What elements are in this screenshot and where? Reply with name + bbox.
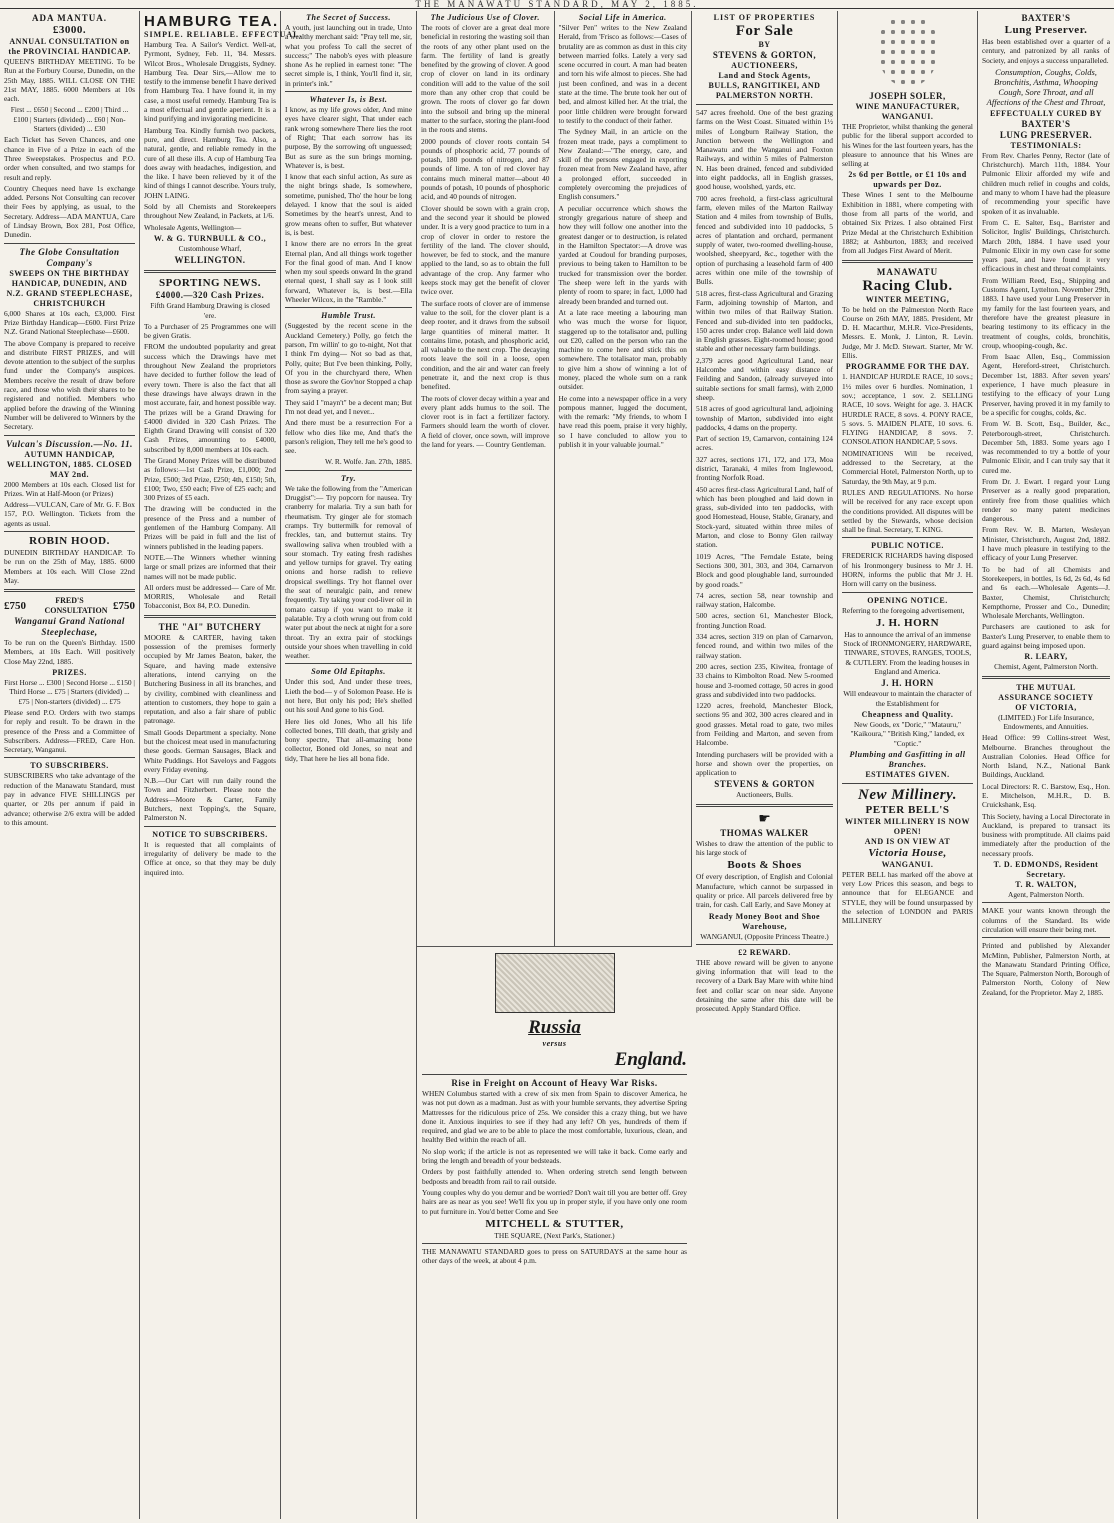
grapes-engraving-image [878,17,938,87]
property-5: 518 acres of good agricultural land, adjoining township of Marton, subdivided into eight paddocks, 4 dams on the property. [696,404,833,432]
social-life-text-4: At a late race meeting a labouring man who was much the worse for liquor, staggered up to the totalisator and, pulling out £20, called on the person who ran the machine to come here and stick this on somewhere. The totalisator man, probably to give him a show of winning a lot of money, placed the whole sum on a rank outsider. [558,307,687,392]
vulcan-text-1: 2000 Members at 10s each. Closed list for Prizes. Win at Half-Moon (or Prizes) [4,479,135,498]
press-day-notice: THE MANAWATU STANDARD goes to press on SATURDAYS at the same hour as other days of the week, at about 4 p.m. [422,1247,687,1266]
humble-trust-stanza-3: And there must be a resurrection For a fellow who dies like me, And that's the parson's religion, They tell me he's good to see. [285,418,412,456]
vulcan-subtitle: AUTUMN HANDICAP, WELLINGTON, 1885. CLOSED MAY 2nd. [6,449,133,479]
globe-consultation-title: The Globe Consultation Company's [19,246,120,268]
peter-bell-name: PETER BELL'S [865,803,950,816]
globe-consultation-subtitle: SWEEPS ON THE BIRTHDAY HANDICAP, DUNEDIN, AND N.Z. GRAND STEEPLECHASE, CHRISTCHURCH [6,268,133,308]
ai-butchery-text-1: MOORE & CARTER, having taken possession of the premises formerly occupied by Mr James Beaton, baker, the Square, and having made extensive alterations, intend carrying on the Butchering Business in all its branches, and by civility, combined with cleanliness and attention to customers, they hope to gain a reputation, and also a fair share of public patronage. [144,632,276,726]
property-2: 700 acres freehold, a first-class agricultural farm, eleven miles of the Marton Railway Station and 4 miles from township of Bulls, fenced and subdivided into 10 paddocks, 5 acres of plantation and orchard, permanent supply of water, two-roomed dwelling-house, woolshed, sheepyard, &c., together with the option of purchasing a leasehold farm of 400 acres within one mile of the township of Bulls. [696,193,833,287]
war-risks-text-2: No slop work; if the article is not as represented we will take it back. Come early and bring the length and breadth of your bedsteads. [422,1146,687,1166]
jh-horn-name-1: J. H. HORN [875,616,940,629]
clover-text-5: The roots of clover decay within a year and every plant adds humus to the soil. The clover root is in fact a fertilizer factory. Farmers should learn the worth of clover. A field of clover, once sown, will improve the land for years. — Country Gentleman. [421,393,550,450]
testimonial-5: From W. B. Scott, Esq., Builder, &c., Peterborough-street, Christchurch. December 5th, 1883. Some years ago I was recommended to try a bottle of your Pulmonic Elixir, and I can truly say that it cured me. [982,419,1110,475]
mutual-title: THE MUTUAL [1016,682,1076,692]
social-life-title: Social Life in America. [578,13,667,22]
to-subscribers-title: TO SUBSCRIBERS. [30,761,109,771]
ada-mantua-prizes: First ... £650 | Second ... £200 | Third ... £100 | Starters (divided) ... £60 | Non-Starters (divided) ... £30 [10,105,129,134]
peter-bell-text: PETER BELL has marked off the above at very Low Prices this season, and begs to announce that for ELEGANCE and STYLE, they will be found unsurpassed by the selection of LONDON and PARIS MILLINERY [842,869,973,926]
clover-title: The Judicious Use of Clover. [430,13,540,22]
public-notice-text: FREDERICK RICHARDS having disposed of his Ironmongery business to Mr J. H. HORN, informs the public that Mr J. H. Horn will carry on the business. [842,551,973,589]
whatever-is-best-title: Whatever Is, is Best. [309,95,388,105]
cheapness-quality: Cheapness and Quality. [861,709,954,719]
stevens-gorton-title: STEVENS & GORTON, [712,50,817,60]
war-risks-headline: Rise in Freight on Account of Heavy War Risks. [451,1078,658,1088]
joseph-soler-text-2: These Wines I sent to the Melbourne Exhibition in 1881, where competing with those from all parts of the world, and obtained Six Prizes. I also obtained First Prize Medal at the Christchurch Exhibition 1882; at Ashburton, 1883; and received from all Judges First Award of Merit. [842,190,973,256]
robin-hood-title: ROBIN HOOD. [29,534,110,547]
fred-amount-right: £750 [113,599,135,612]
england-title: England. [614,1049,687,1070]
properties-title: LIST OF PROPERTIES [713,13,816,22]
column-6 [838,11,978,1519]
ai-butchery-title: THE "AI" BUTCHERY [158,621,262,632]
racing-nominations: NOMINATIONS Will be received, addressed to the Secretary, at the Commercial Hotel, Palmerston North, up to Saturday, the 9th May, at 9 p.m. [842,448,973,486]
estimates-given: ESTIMATES GIVEN. [865,769,950,779]
testimonial-3: From William Reed, Esq., Shipping and Customs Agent, Lyttelton. November 29th, 1883. I have used your Lung Preserver in my family for the last fourteen years, and therefore have the greatest pleasure in bearing testimony to its efficacy in the treatment of coughs, colds, bronchitis, croup, whooping-cough, &c. [982,275,1110,350]
winter-millinery-open: WINTER MILLINERY IS NOW OPEN! [845,816,970,836]
secret-of-success-poem: A youth, just launching out in trade, Unto a wealthy merchant said: "Pray tell me, sir, what you profess To call the secret of success;" The nabob's eyes with pleasure shone As he replied in earnest tone: "The secret simple is, I think, You'll find it, sir, in printer's ink." [285,23,412,88]
mutual-text-1: (LIMITED.) For Life Insurance, Endowments, and Annuities. [998,712,1094,731]
testimonial-1: From Rev. Charles Penny, Rector (late of Christchurch). March 11th, 1884. Your Pulmonic Elixir afforded my wife and children much relief in coughs and colds, and many to whom I have had the pleasure of recommending your specific have spoken of it as invaluable. [982,150,1110,216]
humble-trust-stanza-2: They said I "mayn't" be a decent man; But I'm not dead yet, and I never... [285,397,412,416]
walton-title: Agent, Palmerston North. [1008,890,1084,900]
war-risks-text-4: Young couples why do you demur and be worried? Don't wait till you are better off. Grey hairs are as near as you see! We'll fix you up in proper style, if you have only one room to put furniture in. You'd better Come and See [422,1187,687,1216]
mutual-text-2: Head Office: 99 Collins-street West, Melbourne. Branches throughout the Australian Colonies. Head Office for North Island, N.Z., National Bank Buildings, Auckland. [982,733,1110,780]
fred-subtitle: Wanganui Grand National Steeplechase, [14,616,125,638]
lung-preserver-title-2: LUNG PRESERVER. [999,129,1093,140]
r-leary-title: Chemist, Agent, Palmerston North. [994,662,1098,672]
sporting-news-subtitle: £4000.—320 Cash Prizes. [155,290,265,301]
ada-mantua-title: ADA MANTUA. [32,13,107,23]
vulcan-text-2: Address—VULCAN, Care of Mr. G. F. Box 157, P.O. Wellington. Tickets from the agents as usual. [4,500,135,528]
old-epitaphs-text-2: Here lies old Jones, Who all his life collected bones, Till death, that grisly and bony spectre, That all-amazing bone collector, Boned old Jones, so neat and tidy, That here he lies all bona fide. [285,716,412,763]
printer-imprint: Printed and published by Alexander McMinn, Publisher, Palmerston North, at the Manawatu Standard Printing Office, The Square, Palmerston North, Borough of Palmerston North, Colony of New Zealand, for the Proprietor. May 2, 1885. [982,941,1110,997]
mitchell-stutter-address: THE SQUARE, (Next Park's, Stationer.) [494,1230,615,1240]
notice-subscribers-title: NOTICE TO SUBSCRIBERS. [152,829,268,839]
mitchell-stutter-name: MITCHELL & STUTTER, [485,1217,624,1230]
try-text: We take the following from the "American Druggist":— Try popcorn for nausea. Try cranberry for malaria. Try a sun bath for rheumatism. Try ginger ale for stomach cramps. Try buttermilk for removal of freckles, tan, and butternut stains. Try swallowing saliva when troubled with a sour stomach. Try eating fresh radishes and yellow turnips for gravel. Try eating onions and horse radish to relieve dropsical swellings. Try hot flannel over the seat of neuralgic pain, and renew frequently. Try taking your cod-liver oil in tomato catsup if you want to make it palatable. Try a cloth wrung out from cold water put about the neck at night for a sore throat. Try an extra pair of stockings outside your shoes when travelling in cold weather. [285,483,412,661]
opening-notice-text: Referring to the foregoing advertisement, [842,605,965,615]
thomas-walker-text-2: Of every description, of English and Colonial Manufacture, which cannot be surpassed in quality or price. All parcels delivered free by train, for cash. Call Early, and Save Money at [696,872,833,910]
joseph-soler-text-1: THE Proprietor, whilst thanking the general public for the liberal support accorded to his Wines for the last fourteen years, has the pleasure to announce that his Wines are selling at [842,122,973,169]
robin-hood-text: DUNEDIN BIRTHDAY HANDICAP. To be run on the 25th of May, 1885. 6000 Members at 10s each. Will Close 22nd May. [4,547,135,585]
public-notice-title: PUBLIC NOTICE. [871,541,944,551]
assurance-society-title: ASSURANCE SOCIETY [998,692,1094,702]
clover-text-1: The roots of clover are a great deal more beneficial in restoring the wasting soil than the roots of any other plant used on the farm. The fertility of land is greatly benefited by the growing of clover. A good crop of clover on land in its ordinary condition will add to the value of the soil more than any other crop that could be grown. The roots of clover go far down into the subsoil and bring up the mineral matter to the surface, storing the plant-food in the roots and stems. [421,23,550,135]
whatever-is-best-stanza-2: I know that each sinful action, As sure as the night brings shade, Is somewhere, sometime, punished, Tho' the hour be long delayed. I know that the soul is aided Sometimes by the heart's unrest, And to grow means often to suffer, But whatever is, is best. [285,172,412,237]
versus-text: versus [542,1039,567,1048]
globe-consultation-text-2: The above Company is prepared to receive and distribute FIRST PRIZES, and will devote attention to the subject of the surplus fund under the Company's auspices. Members receive the result of draw before race, and those who wish their shares to be registered and notified. Members who applied before the drawing of the Winning Number will be delivered to Winners by the Secretary. [4,338,135,432]
joseph-soler-name: JOSEPH SOLER, [869,91,946,101]
fred-prizes-title: PRIZES. [52,668,87,678]
on-view-at: AND IS ON VIEW AT [864,836,951,846]
social-life-text-3: A peculiar occurrence which shows the strongly gregarious nature of sheep and how they will follow one another into the greatest danger or to destruction, is related in the Hamilton Spectator:—A drove was yarded at Coudoul for branding purposes, previous to being taken to Hamilton to be trucked for transmission over the border. The sheep were left in the yards with plenty of room to spare; in fact, 1,000 had already been branded and turned out. [558,203,687,306]
sporting-news-text-4: The Grand Money Prizes will be distributed as follows:—1st Cash Prize, £1,000; 2nd Prize, £500; 3rd Prize, £250; 4th, £150; 5th, £100; Two, £50 each; Five of £25 each; and 300 Prizes of £5 each. [144,455,276,503]
thomas-walker-text-1: Wishes to draw the attention of the public to his large stock of [696,838,833,858]
sporting-news-text-1: Fifth Grand Hamburg Drawing is closed 'ere. [150,301,270,320]
humble-trust-signature: W. R. Wolfe. Jan. 27th, 1885. [324,457,412,467]
ada-mantua-subtitle: ANNUAL CONSULTATION on the PROVINCIAL HANDICAP. [8,37,131,56]
effectually-cured-by: EFFECTUALLY CURED BY [989,108,1103,118]
reward-title: £2 REWARD. [738,947,791,957]
opening-notice-title: OPENING NOTICE. [867,595,948,605]
ada-mantua-text: QUEEN'S BIRTHDAY MEETING. To be Run at the Forbury Course, Dunedin, on the 25th May, 1885. WILL CLOSE ON THE 21st MAY, 1885. 6000 Members at 10s each. [4,57,135,104]
testimonial-7: From Rev. W. B. Marten, Wesleyan Minister, Christchurch, August 2nd, 1882. I have much pleasure in testifying to the efficacy of your Lung Preserver. [982,525,1110,563]
pointing-hand-icon: ☛ [758,811,771,827]
fred-title: FRED'S CONSULTATION [44,596,108,616]
boots-shoes-title: Boots & Shoes [727,859,802,872]
baxters-name-2: BAXTER'S [1021,118,1071,129]
hamburg-tea-title: HAMBURG TEA. [144,13,279,30]
r-leary-name: R. LEARY, [1024,652,1068,662]
racing-programme: 1. HANDICAP HURDLE RACE, 10 sovs.; 1½ miles over 6 hurdles. Nomination, 1 sov.; acceptance, 1 sov. 2. SELLING RACE, 10 sovs. Weight for age. 3. HACK HURDLE RACE, 8 sovs. 4. PONY RACE, 5 sovs. 5. MAIDEN PLATE, 10 sovs. 6. FLYING HANDICAP, 8 sovs. 7. CONSOLATION HANDICAP, 5 sovs. [842,372,973,447]
property-7: 327 acres, sections 171, 172, and 173, Moa district, Taranaki, 4 miles from Inglewood, fronting Norfolk Road. [696,454,833,483]
hamburg-tea-tagline: SIMPLE. RELIABLE. EFFECTUAL. [144,30,303,39]
ada-mantua-body-1: Each Ticket has Seven Chances, and one chance in Five of a Prize in each of the Three Sweepstakes. Prospectus and P.O. order when consulted, and two stamps for result and reply. [4,135,135,182]
social-life-text-1: "Silver Pen" writes to the New Zealand Herald, from 'Frisco as follows:—Cases of brutality are as common as dust in this city between married folks. Lately a very sad scene occurred in court. A man had beaten and torn his wife almost to pieces. She had just been confined, and was in a decent state at the time. The brute took her out of bed, and almost killed her. At the trial, the poor little children were brought forward to testify to the conduct of their father. [558,23,687,125]
baxters-text-1: Has been established over a quarter of a century, and patronized by all ranks of Society, and enjoys a success unparalleled. [982,37,1110,65]
ada-mantua-amount: £3000. [52,24,87,36]
sporting-news-text-5: The drawing will be conducted in the presence of the Press and a number of gentlemen of the Hamburg Company. All Prizes will be paid in full and the list of winners published in the leading papers. [144,504,276,551]
column-1 [0,11,140,1519]
globe-consultation-text-1: 6,000 Shares at 10s each, £3,000. First Prize Birthday Handicap—£600. First Prize N.Z. Grand National Steeplechase—£600. [4,308,135,337]
secret-of-success-title: The Secret of Success. [306,13,391,22]
humble-trust-title: Humble Trust. [321,311,376,321]
land-stock-agents: Land and Stock Agents, [718,71,811,80]
fred-text-1: To be run on the Queen's Birthday. 1500 Members, at 10s Each. Will positively Close May 22nd, 1885. [4,638,135,666]
testimonial-2: From C. E. Salter, Esq., Barrister and Solicitor, Inglis' Buildings, Christchurch. March 20th, 1884. I have used your Pulmonic Elixir in my own case for some years past, and have found it very efficacious in chest and throat complaints. [982,217,1110,274]
wanganui-label-2: WANGANUI. [881,859,934,869]
fred-prizes: First Horse ... £300 | Second Horse ... £150 | Third Horse ... £75 | Starters (divided) ... £75 | Non-starters (divided) ... £75 [4,678,135,706]
ada-mantua-body-2: Country Cheques need have 1s exchange added. Persons Not Consulting can recover their Fees by applying, as usual, to the Secretary. Address—ADA MANTUA, Care of Lindsay Brown, Box 281, Post Office, Dunedin. [4,183,135,240]
social-life-text-2: The Sydney Mail, in an article on the frozen meat trade, pays a compliment to New Zealand:—"The energy, care, and skill of the persons engaged in exporting frozen meat from New Zealand have, after a prolonged effort, succeeded in completely overcoming the prejudices of English consumers." [558,127,687,202]
for-sale-title: For Sale [735,23,794,39]
mutual-directors: Local Directors: R. C. Barstow, Esq., Hon. E. Mitchelson, M.H.R., D. B. Cruickshank, Esq. [982,781,1110,810]
baxters-name: BAXTER'S [1021,13,1071,23]
plumbing-label: Plumbing and Gasfitting in all Branches. [849,749,966,769]
hamburg-tea-text-2: Hamburg Tea. Kindly furnish two packets, pure, and direct. Hamburg Tea. Also, a natural, gentle, and reliable remedy in the cure of all these ills. A cup of Hamburg Tea does away with headaches, indigestion, and the like. I have been relieved by it of the kind of things I cannot describe. Yours truly, JOHN LAING. [144,125,276,200]
fred-text-2: Please send P.O. Orders with two stamps for reply and result. To be drawn in the presence of the Press and a Committee of Subscribers. Address—FRED, Care Hon. Secretary, Wanganui. [4,707,135,755]
ai-butchery-text-2: Small Goods Department a specialty. None but the choicest meat used in manufacturing these goods. German Sausages, Black and White Puddings. Hot Saveloys and Faggots every Friday evening. [144,727,276,774]
stevens-gorton-signature: STEVENS & GORTON [714,779,815,790]
property-10: 74 acres, section 58, near township and railway station, Halcombe. [696,590,833,610]
baxters-caution: Purchasers are cautioned to ask for Baxter's Lung Preserver, to enable them to guard against being imposed upon. [982,622,1110,651]
testimonial-6: From Dr. J. Ewart. I regard your Lung Preserver as a really good preparation, entirely free from those qualities which render so many patent medicines dangerous. [982,476,1110,524]
sporting-news-text-2: To a Purchaser of 25 Programmes one will be given Gratis. [144,321,276,341]
walton-name: T. R. WALTON, [1015,880,1077,890]
jh-horn-name-2: J. H. HORN [881,678,934,689]
masthead: THE MANAWATU STANDARD, MAY 2, 1885. [0,0,1114,9]
property-8: 450 acres first-class Agricultural Land, half of which has been ploughed and laid down in grass, sub-divided into ten paddocks, with good Homestead, House, Stable, Granary, and Stock-yard, situated within three miles of Marton, and close to Bonny Glen railway station. [696,484,833,550]
hamburg-tea-text-3: Sold by all Chemists and Storekeepers throughout New Zealand, in Packets, at 1/6. [144,202,276,221]
sporting-news-text-7: All orders must be addressed— Care of Mr. MORRIS, Wholesale and Retail Tobacconist, Box 84, P.O. Dunedin. [144,582,276,611]
new-millinery-title: New Millinery. [858,786,957,803]
jh-horn-text: Will endeavour to maintain the character of the Establishment for [843,689,972,708]
property-9: 1019 Acres, "The Ferndale Estate, being Sections 300, 301, 303, and 304, Carnarvon Block and good ploughable land, surrounded by good roads." [696,551,833,589]
russia-title: Russia [528,1017,581,1038]
wanganui-label: WANGANUI. [881,112,934,121]
war-risks-text-3: Orders by post faithfully attended to. When ordering stretch send length between bedposts and breadth from rail to rail outside. [422,1167,687,1186]
column-3 [281,11,417,1519]
property-13: 200 acres, section 235, Kiwitea, frontage of 33 chains to Kimbolton Road. New 5-roomed house and 3-roomed cottage, 50 acres in good grass and subdivided into two paddocks. [696,661,833,699]
stevens-gorton-signature-sub: Auctioneers, Bulls. [736,790,793,800]
jh-horn-stock: Has to announce the arrival of an immense Stock of IRONMONGERY, HARDWARE, TINWARE, STOVES, RANGES, TOOLS, & CUTLERY. From the leading houses in England and America. [843,629,972,677]
victoria-house: Victoria House, [868,846,947,859]
racing-club-text-1: To be held on the Palmerston North Race Course on 26th MAY, 1885. President, Mr D. H. Macarthur, M.H.R. Vice-Presidents, Messrs. E. Monk, J. Linton, R. Levin. Judge, Mr J. McD. Stewart. Starter, Mr W. Ellis. [842,304,973,361]
property-6: Part of section 19, Carnarvon, containing 124 acres. [696,434,833,453]
manawatu-label: MANAWATU [876,266,939,277]
mutual-text-3: This Society, having a Local Directorate in Auckland, is prepared to transact its business with promptitude. All claims paid immediately after the production of the necessary proofs. [982,811,1110,858]
sporting-news-text-6: NOTE.—The Winners whether winning large or small prizes are informed that their names will not be made public. [144,552,276,581]
column-4 [417,11,692,1519]
humble-trust-stanza-1: (Suggested by the recent scene in the Auckland Cemetery.) Polly, go fetch the parson, I'm willin' to go to-night, Not that I think I'm dying— Not so bad as that, Polly, quite; But I've been thinking, Polly, Of you in the churchyard there, When those as swore the Gov'nor Stopped a chap from saying a prayer. [285,321,412,396]
old-epitaphs-title: Some Old Epitaphs. [311,667,386,677]
whatever-is-best-stanza-3: I know there are no errors In the great Eternal plan, And all things work together For the final good of man. And I know when my soul speeds onward In the grand eternal quest, I shall say as I look still forward, Whatever is, is best.—Ella Wheeler Wilcox, in the "Ramble." [285,239,412,305]
winter-meeting-title: WINTER MEETING, [865,294,950,304]
boot-warehouse-address: WANGANUI, (Opposite Princess Theatre.) [700,931,829,941]
whatever-is-best-stanza-1: I know, as my life grows older, And mine eyes have clearer sight, That under each rank wrong somewhere There lies the root of Right; That each sorrow has its purpose, By the sorrowing oft unguessed; But as sure as the sun brings morning, Whatever is, is best. [285,105,412,170]
properties-contact: Intending purchasers will be provided with a horse and shown over the properties, on application to [696,749,833,778]
racing-rules: RULES AND REGULATIONS. No horse will be received for any race except upon the conditions provided. All disputes will be settled by the Stewards, whose decision shall be final. Secretary, T. KING. [842,487,973,535]
property-14: 1220 acres, freehold, Manchester Block, sections 95 and 302, 300 acres cleared and in good grasses. Metal road to gate, two miles from Feilding and Marton, and seven from Halcombe. [696,701,833,748]
hamburg-tea-text-4: Wholesale Agents, Wellington— [144,222,242,232]
clover-text-3: Clover should be sown with a grain crop, and the second year it should be plowed under. It is a very good practice to turn in a crop of clover in order to restore the fertility of the land. The clover should, however, be fed to stock, and the manure applied to the land, so as to obtain the full advantage of the crop. Any farmer who keeps stock may get the benefit of clover twice over. [421,203,550,297]
reward-text: THE above reward will be given to anyone giving information that will lead to the recovery of a Dark Bay Mare with white hind feet and collar scar on near side. Anyone detaining the same after this date will be prosecuted. Apply Standard Office. [696,957,833,1014]
jh-horn-ships: New Goods, ex "Doric," "Matauru," "Kaikoura," "British King," landed, ex "Coptic." [850,719,965,748]
turnbull-city: WELLINGTON. [174,255,246,266]
ai-butchery-text-3: N.B.—Our Cart will run daily round the Town and Fitzherbert. Please note the Address—Moore & Carter, Family Butchers, next Topping's, the Square, Palmerston N. [144,776,276,823]
property-11: 500 acres, section 61, Manchester Block, fronting Junction Road. [696,611,833,630]
sporting-news-text-3: FROM the undoubted popularity and great success which the Drawings have met throughout New Zealand the proprietors have decided to further follow the lead of every town. There is also the fact that all these drawings have always drawn in the most accurate, fair, and honest possible way. The prizes will be a Grand Drawing for £4000 divided in 320 Cash Prizes. The Eighth Grand Drawing will consist of 320 Cash Prizes, amounting to £4000, subscribed by 8,000 members at 10s each. [144,342,276,454]
by-text: BY [758,40,771,49]
testimonials-title: TESTIMONIALS: [1010,140,1082,150]
baxters-stockists: To be had of all Chemists and Storekeepers, in bottles, 1s 6d, 2s 6d, 4s 6d and 6s each.—Wholesale Agents—J. Baxter, Chemist, Christchurch; Kempthorne, Prosser and Co., Dunedin; Wholesale Merchants, Wellington. [982,564,1110,621]
turnbull-address: Customhouse Wharf, [178,243,242,253]
wine-manufacturer-label: WINE MANUFACTURER, [855,102,960,111]
clover-text-2: 2000 pounds of clover roots contain 54 pounds of phosphoric acid, 77 pounds of potash, 180 pounds of nitrogen, and 87 pounds of lime. A ton of red clover hay contains much mineral matter—about 40 pounds of potash, 10 pounds of phosphoric acid, and 40 pounds of nitrogen. [421,136,550,202]
sporting-news-title: SPORTING NEWS. [159,277,261,290]
try-title: Try. [341,473,356,483]
column-7 [978,11,1114,1519]
thomas-walker-name: THOMAS WALKER [720,827,809,838]
baxters-ailments: Consumption, Coughs, Colds, Bronchitis, Asthma, Whooping Cough, Sore Throat, and all Affections of the Chest and Throat, [986,66,1106,107]
fred-amount-left: £750 [4,599,26,612]
turnbull-name: W. & G. TURNBULL & CO., [153,233,267,243]
clover-text-4: The surface roots of clover are of immense value to the soil, for the clover plant is a deep rooter, and it draws from the subsoil large quantities of mineral matter. It contains lime, potash, and phosphoric acid, all valuable to the next crop. The decaying roots leave the soil in a loose, open condition, and the air and water can freely penetrate it, and the next crop is thus benefited. [421,298,550,392]
edmonds-secretary: T. D. EDMONDS, Resident Secretary. [993,860,1099,880]
to-subscribers-text: SUBSCRIBERS who take advantage of the reduction of the Manawatu Standard, must pay in advance FIVE SHILLINGS per quarter, or 20s per annum if paid in advance; otherwise 2/6 extra will be added to this amount. [4,771,135,827]
property-12: 334 acres, section 319 on plan of Carnarvon, fenced round, and within two miles of the railway station. [696,632,833,660]
old-epitaphs-text-1: Under this sod, And under these trees, Lieth the bod— y of Solomon Pease. He is not here, But only his pod; He's shelled out his soul And gone to his God. [285,677,412,715]
property-1: 547 acres freehold. One of the best grazing farms on the West Coast. Situated within 1½ miles of Longburn Railway Station, the Junction between the Wellington and Manawatu and the Wanganui and Foxton Railways, and within 5 miles of Palmerston N. Has been drained, fenced and subdivided into eight paddocks, all in English grasses, good house, woolshed, yards, etc. [696,108,833,192]
social-life-text-5: He come into a newspaper office in a very pompous manner, lugged the document, with the remark: "My friends, to whom I have read this poem, praise it very highly, so I have concluded to allow you to publish it in your valuable journal." [558,393,687,450]
racing-club-title: Racing Club. [862,277,953,294]
stevens-gorton-location: BULLS, RANGITIKEI, AND PALMERSTON NORTH. [708,81,821,100]
programme-title: PROGRAMME FOR THE DAY. [845,362,970,372]
lung-preserver-title: Lung Preserver. [1004,24,1088,36]
column-2 [140,11,303,1519]
property-4: 2,379 acres good Agricultural Land, near Halcombe and within easy distance of Feilding and Sandon, (already surveyed into suitable sections for small farms), with 2,000 sheep. [696,355,833,402]
notice-subscribers-text: It is requested that all complaints of irregularity of delivery be made to the Office at once, so that they may be duly inquired into. [144,839,276,877]
testimonial-4: From Isaac Allen, Esq., Commission Agent, Hereford-street, Christchurch. December 1st, 1883. After seven years' experience, I have much pleasure in testifying to the efficacy of your Lung Preserver, having proved it in my family to be a specific for coughs, colds, &c. [982,352,1110,417]
bed-engraving-image [495,953,615,1013]
war-risks-text-1: WHEN Columbus started with a crew of six men from Spain to discover America, he was not put down as a madman. Just as with your humble servants, they advertise Spring Mattresses for the ridiculous price of 25s. We consider this a crazy thing, but we have done it. Anxious inquiries to see if they had any left? Oh yes, hundreds of them if required, and glad we are to be able to place the most comfortable, luxurious, clean, and healthy Bed within the reach of all. [422,1089,687,1145]
make-wants-known: MAKE your wants known through the columns of the Standard. Its wide circulation will ensure their being met. [982,906,1110,934]
property-3: 518 acres, first-class Agricultural and Grazing Farm, adjoining township of Marton, and within two miles of that Railway Station. Fenced and sub-divided into ten paddocks, 150 acres under crop. Balance well laid down in English grasses. Eight-roomed house; good stable and other necessary farm buildings. [696,288,833,354]
vulcan-title: Vulcan's Discussion.—No. 11. [6,438,133,449]
of-victoria-title: OF VICTORIA, [1015,702,1077,712]
hamburg-tea-text-1: Hamburg Tea. A Sailor's Verdict. Well-at, Pyrmont, Sydney, Feb. 11, '84. Messrs. Wilcot Bros., Wholesale Druggists, Sydney. Hamburg Tea. Dear Sirs,—Allow me to testify to the immense benefit I have derived from Hamburg Tea. I have found it, in my case, a most useful remedy. Hamburg Tea is a most effectual and gentle aperient. It is a kind purifying and invigorating medicine. [144,40,276,124]
auctioneers-label: AUCTIONEERS, [731,61,798,70]
column-5 [692,11,838,1519]
wine-price: 2s 6d per Bottle, or £1 10s and upwards per Doz. [848,170,967,190]
boot-warehouse-title: Ready Money Boot and Shoe Warehouse, [708,911,821,931]
